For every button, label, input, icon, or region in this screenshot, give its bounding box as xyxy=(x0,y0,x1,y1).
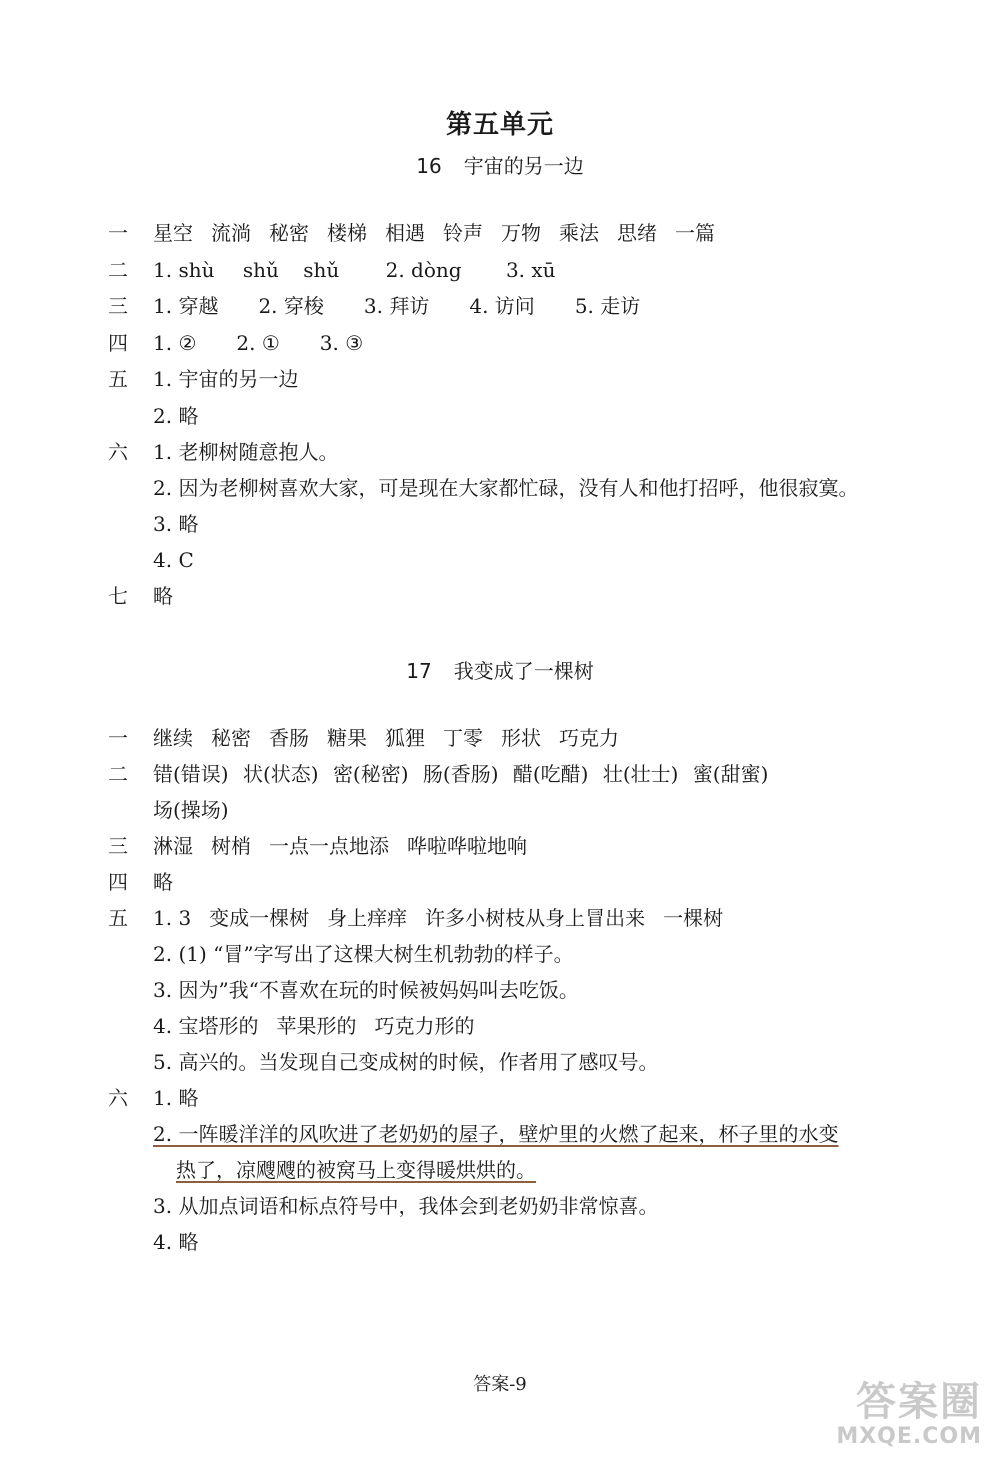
answer-item: 3. xū xyxy=(505,258,556,282)
row-content: 2. (1) “冒”字写出了这棵大树生机勃勃的样子。 xyxy=(153,942,574,966)
answer-item: 醋(吃醋) xyxy=(512,762,589,786)
answer-item: 2. ① xyxy=(236,331,280,355)
answer-item: 3. 拜访 xyxy=(363,294,430,318)
row-label: 七 xyxy=(108,584,128,608)
row-label: 三 xyxy=(108,294,128,318)
answer-item: 1. 穿越 xyxy=(153,294,219,318)
row-content: 4. C xyxy=(153,548,194,572)
watermark-text: 答案圈 xyxy=(856,1379,982,1425)
answer-item: 壮(壮士) xyxy=(602,762,679,786)
answer-item: 1. ② xyxy=(153,331,197,355)
answer-word: 一篇 xyxy=(675,221,715,245)
answer-item: 淋湿 xyxy=(153,834,193,858)
answer-item: 1. 3 xyxy=(153,906,192,930)
row-content xyxy=(153,257,556,283)
underlined-answer: 热了，凉飕飕的被窝马上变得暖烘烘的。 xyxy=(176,1158,536,1182)
answer-item: 身上痒痒 xyxy=(327,906,408,930)
row-content: 2. 略 xyxy=(153,404,199,428)
answer-word: 形状 xyxy=(501,726,541,750)
row-content: 3. 略 xyxy=(153,512,199,536)
answer-word: 楼梯 xyxy=(327,221,367,245)
row-content: 2. 因为老柳树喜欢大家，可是现在大家都忙碌，没有人和他打招呼，他很寂寞。 xyxy=(153,476,859,500)
row-content: 3. 从加点词语和标点符号中，我体会到老奶奶非常惊喜。 xyxy=(153,1194,659,1218)
answer-word: 流淌 xyxy=(211,221,251,245)
lesson-17-title xyxy=(0,655,1000,684)
answer-word: 秘密 xyxy=(269,221,309,245)
lesson-16-number: 16 xyxy=(416,154,442,178)
answer-word: 铃声 xyxy=(443,221,483,245)
row-content: 场(操场) xyxy=(153,798,229,822)
answer-item: 3. ③ xyxy=(319,331,364,355)
answer-item: 苹果形的 xyxy=(276,1014,357,1038)
answer-item: 变成一棵树 xyxy=(209,906,310,930)
row-content: 略 xyxy=(153,584,173,608)
row-label: 一 xyxy=(108,726,128,750)
answer-item: 1. shù xyxy=(153,258,215,282)
answer-item: 巧克力形的 xyxy=(374,1014,475,1038)
answer-item: 2. 穿梭 xyxy=(258,294,324,318)
answer-item: shǔ xyxy=(242,258,279,282)
row-content: 1. 略 xyxy=(153,1086,199,1110)
answer-item: 许多小树枝从身上冒出来 xyxy=(425,906,646,930)
row-label: 二 xyxy=(108,258,128,282)
row-content: 3. 因为”我“不喜欢在玩的时候被妈妈叫去吃饭。 xyxy=(153,978,579,1002)
row-content: 5. 高兴的。当发现自己变成树的时候，作者用了感叹号。 xyxy=(153,1050,659,1074)
answer-item: 状(状态) xyxy=(242,762,319,786)
row-content xyxy=(153,833,545,859)
answer-word: 糖果 xyxy=(327,726,367,750)
row-content xyxy=(153,761,768,787)
row-content xyxy=(153,220,733,246)
row-content xyxy=(153,1013,492,1039)
answer-word: 星空 xyxy=(153,221,193,245)
lesson-16-name: 宇宙的另一边 xyxy=(463,154,584,178)
row-content xyxy=(153,293,680,319)
row-content: 4. 略 xyxy=(153,1230,199,1254)
row-content: 1. 老柳树随意抱人。 xyxy=(153,440,339,464)
row-label: 一 xyxy=(108,221,128,245)
answer-item: 哗啦哗啦地响 xyxy=(407,834,527,858)
answer-item: 一棵树 xyxy=(663,906,724,930)
row-content xyxy=(153,725,637,751)
answer-word: 巧克力 xyxy=(559,726,619,750)
row-content xyxy=(153,330,403,356)
row-label: 六 xyxy=(108,1086,128,1110)
answer-word: 万物 xyxy=(501,221,541,245)
page-number: 答案-9 xyxy=(473,1374,527,1395)
answer-item: 树梢 xyxy=(211,834,251,858)
answer-item: 一点一点地添 xyxy=(269,834,389,858)
underlined-answer: 2. 一阵暖洋洋的风吹进了老奶奶的屋子，壁炉里的火燃了起来，杯子里的水变 xyxy=(153,1122,839,1146)
row-content: 略 xyxy=(153,870,173,894)
lesson-17-name: 我变成了一棵树 xyxy=(453,659,594,683)
row-label: 六 xyxy=(108,440,128,464)
lesson-16-title xyxy=(0,150,1000,179)
answer-item: 4. 宝塔形的 xyxy=(153,1014,259,1038)
answer-word: 狐狸 xyxy=(385,726,425,750)
row-content xyxy=(153,905,741,931)
lesson-17-number: 17 xyxy=(406,659,432,683)
watermark-url: MXQE.COM xyxy=(836,1424,982,1449)
answer-item: 蜜(甜蜜) xyxy=(692,762,769,786)
row-content: 1. 宇宙的另一边 xyxy=(153,367,299,391)
answer-item: 4. 访问 xyxy=(469,294,535,318)
answer-word: 乘法 xyxy=(559,221,599,245)
answer-word: 香肠 xyxy=(269,726,309,750)
answer-item: 肠(香肠) xyxy=(422,762,499,786)
answer-item: 错(错误) xyxy=(153,762,229,786)
row-label: 五 xyxy=(108,367,128,391)
answer-word: 秘密 xyxy=(211,726,251,750)
row-label: 二 xyxy=(108,762,128,786)
answer-item: 2. dòng xyxy=(385,258,462,282)
unit-title: 第五单元 xyxy=(445,110,554,140)
row-label: 四 xyxy=(108,870,128,894)
row-label: 五 xyxy=(108,906,128,930)
answer-word: 丁零 xyxy=(443,726,483,750)
row-label: 四 xyxy=(108,331,128,355)
answer-item: shǔ xyxy=(303,258,340,282)
answer-word: 思绪 xyxy=(617,221,657,245)
answer-word: 相遇 xyxy=(385,221,425,245)
answer-item: 5. 走访 xyxy=(574,294,641,318)
answer-word: 继续 xyxy=(153,726,193,750)
watermark-logo xyxy=(836,1380,982,1449)
answer-item: 密(秘密) xyxy=(332,762,409,786)
row-label: 三 xyxy=(108,834,128,858)
